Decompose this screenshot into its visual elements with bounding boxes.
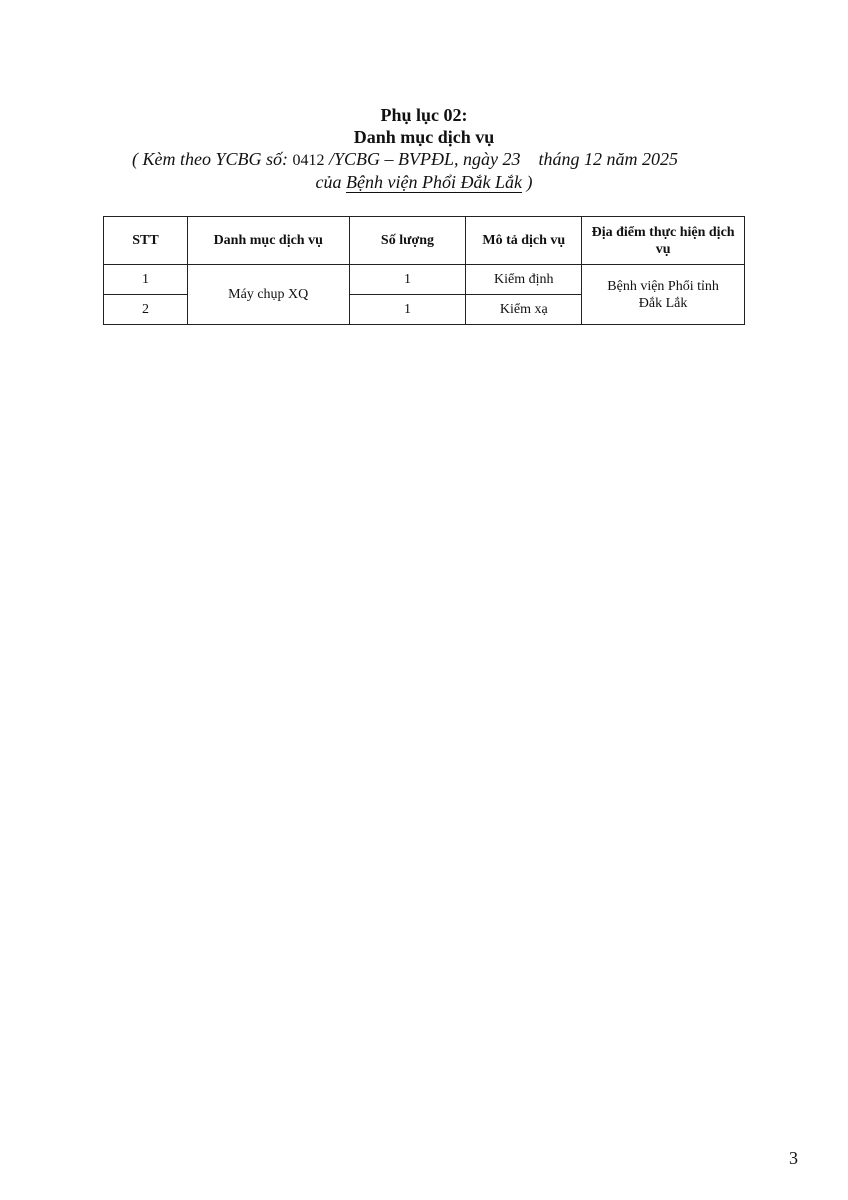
reference-suffix: tháng 12 năm 2025 bbox=[520, 149, 678, 169]
reference-line-1 bbox=[132, 148, 678, 172]
header-quantity: Số lượng bbox=[349, 217, 466, 265]
appendix-title: Phụ lục 02: bbox=[380, 105, 468, 125]
reference-day: 23 bbox=[502, 149, 521, 169]
cell-description: Kiểm xạ bbox=[466, 295, 582, 325]
header-stt: STT bbox=[104, 217, 188, 265]
reference-prefix: ( Kèm theo YCBG số: bbox=[132, 149, 293, 169]
reference-line2-prefix: của bbox=[315, 172, 347, 192]
appendix-subtitle: Danh mục dịch vụ bbox=[353, 127, 495, 147]
hospital-name: Bệnh viện Phổi Đắk Lắk bbox=[346, 172, 522, 192]
table-header-row bbox=[104, 217, 745, 265]
reference-line2-suffix: ) bbox=[521, 172, 533, 192]
reference-middle: /YCBG – BVPĐL, ngày bbox=[324, 149, 503, 169]
header-location: Địa điểm thực hiện dịch vụ bbox=[582, 217, 745, 265]
table-row bbox=[104, 265, 745, 295]
header-service: Danh mục dịch vụ bbox=[187, 217, 349, 265]
cell-location: Bệnh viện Phổi tỉnh Đắk Lắk bbox=[582, 265, 745, 325]
cell-service: Máy chụp XQ bbox=[187, 265, 349, 325]
reference-number: 0412 bbox=[292, 152, 325, 169]
cell-stt: 2 bbox=[104, 295, 188, 325]
page-number: 3 bbox=[789, 1148, 798, 1168]
service-table bbox=[103, 216, 745, 325]
cell-quantity: 1 bbox=[349, 265, 466, 295]
cell-quantity: 1 bbox=[349, 295, 466, 325]
reference-line-2 bbox=[0, 171, 848, 193]
cell-description: Kiểm định bbox=[466, 265, 582, 295]
header-description: Mô tả dịch vụ bbox=[466, 217, 582, 265]
cell-stt: 1 bbox=[104, 265, 188, 295]
